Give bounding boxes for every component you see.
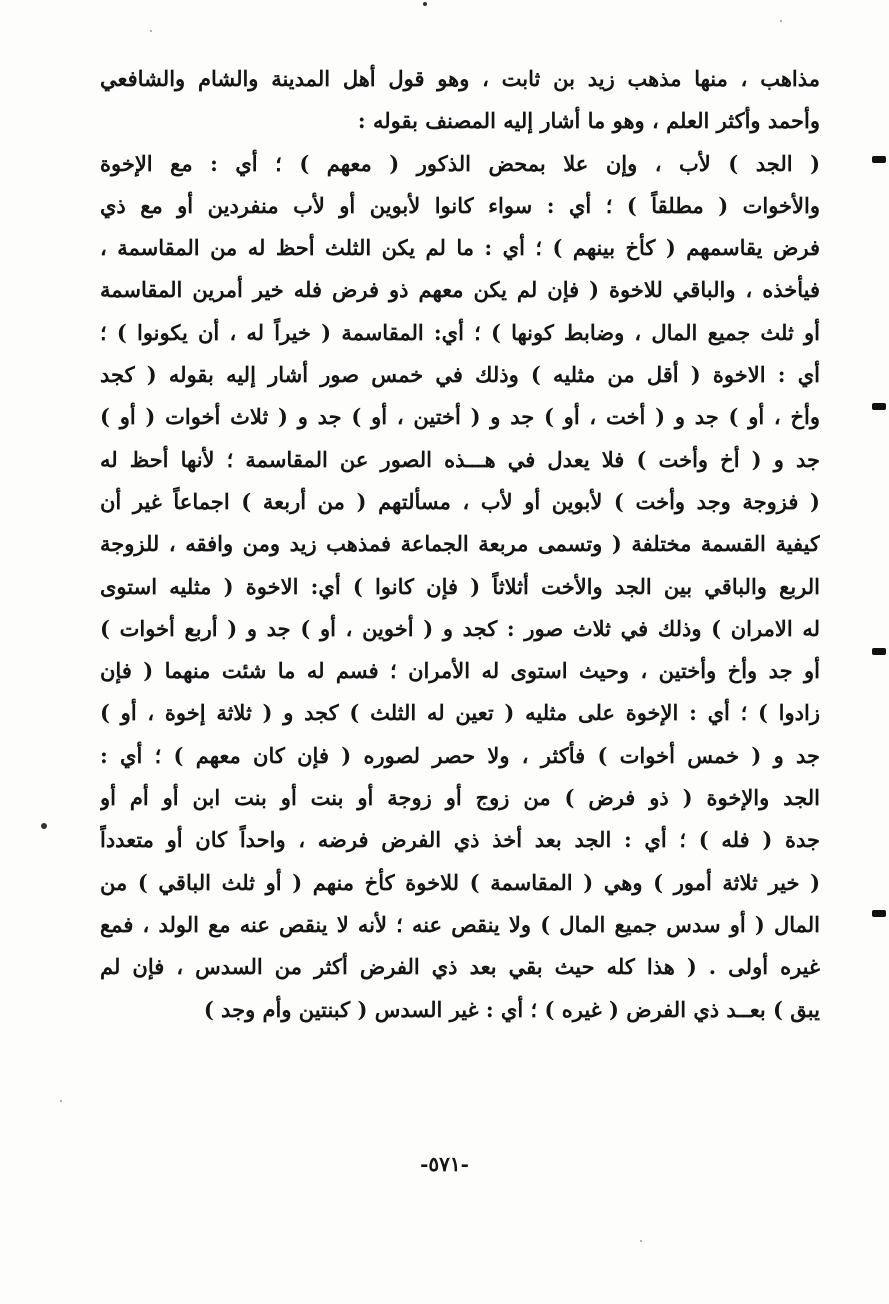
margin-mark: [872, 648, 886, 655]
text-line: ( خير ثلاثة أمور ) وهي ( المقاسمة ) للاخوة كأخ منهم ( أو ثلث الباقي ) من: [100, 869, 820, 895]
text-line: وأحمد وأكثر العلم ، وهو ما أشار إليه المصنف بقوله :: [357, 108, 820, 134]
text-line: أو جد وأخ وأختين ، وحيث استوى له الأمران ؛ فسم له ما شئت منهما ( فإن: [100, 658, 820, 684]
body-text: [100, 58, 820, 1031]
text-line: وأخ ، أو ) جد و ( أخت ، أو ) جد و ( أختين ، أو ) جد و ( ثلاث أخوات ( أو ): [100, 404, 820, 430]
text-line: جد و ( خمس أخوات ) فأكثر ، ولا حصر لصوره ( فإن كان معهم ) ؛ أي :: [100, 742, 820, 768]
text-line: غيره أولى . ( هذا كله حيث بقي بعد ذي الفرض أكثر من السدس ، فإن لم: [100, 954, 820, 980]
text-line: جدة ( فله ) ؛ أي : الجد بعد أخذ ذي الفرض فرضه ، واحداً كان أو متعدداً: [100, 827, 820, 853]
paper-speck: [640, 1240, 642, 1242]
page-number: -٥٧١-: [420, 1152, 469, 1176]
ink-dot: [41, 823, 47, 829]
text-line: المال ( أو سدس جميع المال ) ولا ينقص عنه ؛ لأنه لا ينقص عنه مع الولد ، فمع: [100, 911, 820, 937]
text-line: فيأخذه ، والباقي للاخوة ( فإن لم يكن معهم ذو فرض فله خير أمرين المقاسمة: [100, 277, 820, 303]
text-line: يبق ) بعــد ذي الفرض ( غيره ) ؛ أي : غير السدس ( كبنتين وأم وجد ): [203, 996, 820, 1022]
paper-speck: [780, 20, 782, 22]
text-line: مذاهب ، منها مذهب زيد بن ثابت ، وهو قول أهل المدينة والشام والشافعي: [100, 66, 820, 91]
text-line: ( الجد ) لأب ، وإن علا بمحض الذكور ( معهم ) ؛ أي : مع الإخوة: [100, 150, 820, 176]
text-line: كيفية القسمة مختلفة ( وتسمى مربعة الجماعة فمذهب زيد ومن وافقه ، للزوجة: [100, 531, 820, 557]
text-line: فرض يقاسمهم ( كأخ بينهم ) ؛ أي : ما لم يكن الثلث أحظ له من المقاسمة ،: [100, 235, 820, 261]
text-line: أو ثلث جميع المال ، وضابط كونها ) ؛ أي: المقاسمة ( خيراً له ، أن يكونوا ) ؛: [100, 319, 820, 345]
text-line: له الامران ) وذلك في ثلاث صور : كجد و ( أخوين ، أو ) جد و ( أربع أخوات ): [100, 615, 820, 641]
text-line: الجد والإخوة ( ذو فرض ) من زوج أو زوجة أو بنت أو بنت ابن أو أم أو: [100, 785, 820, 811]
margin-mark: [872, 910, 886, 917]
paper-speck: [150, 30, 152, 32]
text-line: جد و ( أخ وأخت ) فلا يعدل في هـــذه الصور عن المقاسمة ؛ لأنها أحظ له: [100, 446, 820, 472]
margin-mark: [872, 403, 886, 410]
margin-mark: [872, 156, 886, 163]
paper-speck: [60, 1100, 62, 1102]
text-line: والأخوات ( مطلقاً ) ؛ أي : سواء كانوا لأبوين أو لأب منفردين أو مع ذي: [100, 192, 820, 218]
text-line: ( فزوجة وجد وأخت ) لأبوين أو لأب ، مسألتهم ( من أربعة ) اجماعاً غير أن: [100, 488, 820, 514]
ink-dot: [423, 2, 427, 6]
text-line: زادوا ) ؛ أي : الإخوة على مثليه ( تعين له الثلث ) كجد و ( ثلاثة إخوة ، أو ): [100, 700, 820, 726]
text-line: أي : الاخوة ( أقل من مثليه ) وذلك في خمس صور أشار إليه بقوله ( كجد: [100, 362, 820, 388]
text-line: الربع والباقي بين الجد والأخت أثلاثاً ( فإن كانوا ) أي: الاخوة ( مثليه استوى: [100, 573, 820, 599]
